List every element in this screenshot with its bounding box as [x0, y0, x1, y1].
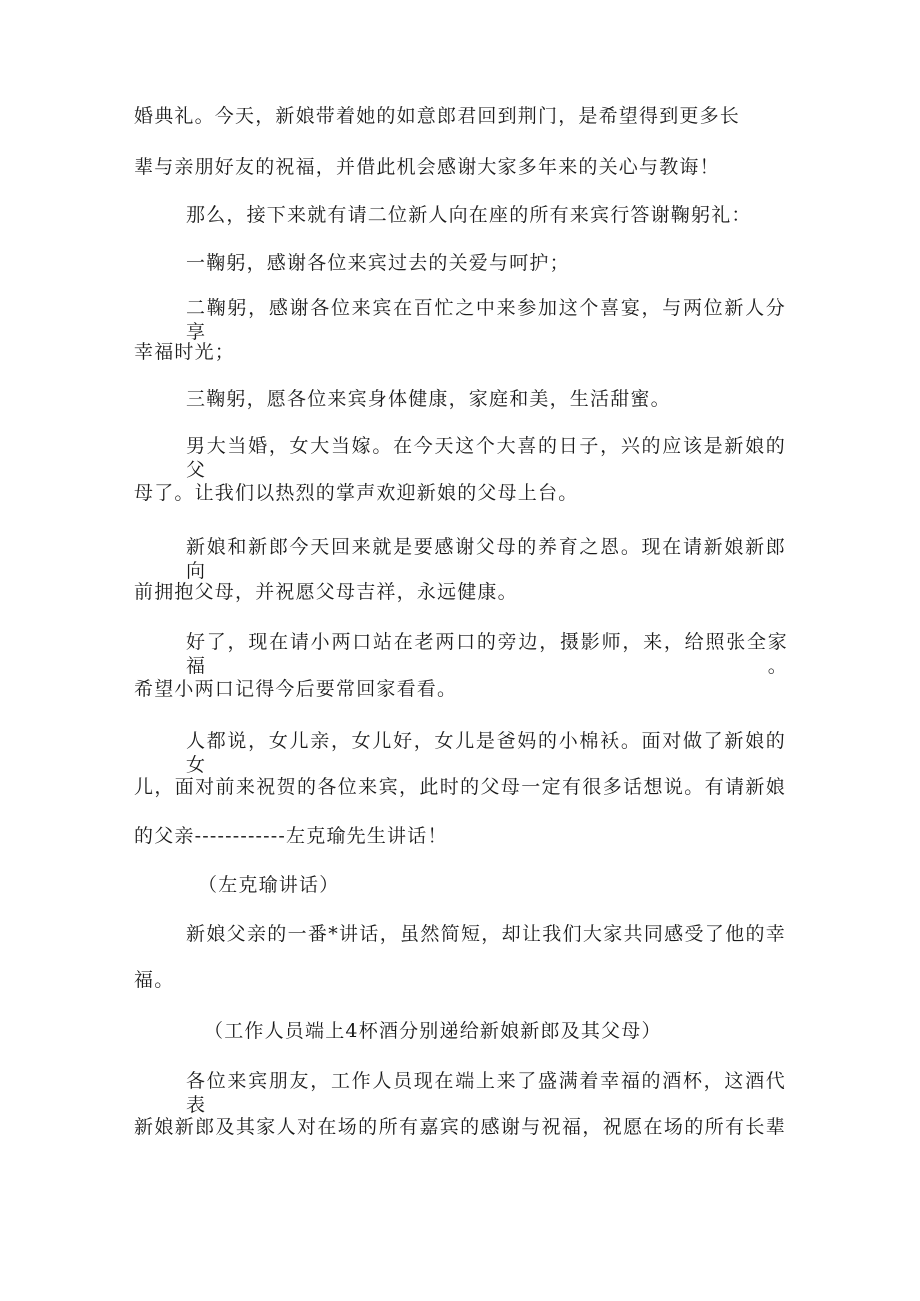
text-line-3: 那么，接下来就有请二位新人向在座的所有来宾行答谢鞠躬礼：	[186, 204, 752, 226]
text-line-5: 二鞠躬，感谢各位来宾在百忙之中来参加这个喜宴，与两位新人分享	[186, 297, 786, 343]
text-line-14: 人都说，女儿亲，女儿好，女儿是爸妈的小棉袄。面对做了新娘的女	[186, 730, 786, 776]
text-line-4: 一鞠躬，感谢各位来宾过去的关爱与呵护；	[186, 252, 570, 274]
text-line-7: 三鞠躬，愿各位来宾身体健康，家庭和美，生活甜蜜。	[186, 388, 671, 410]
text-line-21: 各位来宾朋友，工作人员现在端上来了盛满着幸福的酒杯，这酒代表	[186, 1070, 786, 1116]
text-line-12: 好了，现在请小两口站在老两口的旁边，摄影师，来，给照张全家福。	[186, 631, 788, 677]
text-line-13: 希望小两口记得今后要常回家看看。	[134, 678, 458, 700]
text-line-8: 男大当婚，女大当嫁。在今天这个大喜的日子，兴的应该是新娘的父	[186, 435, 786, 481]
text-line-1: 婚典礼。今天，新娘带着她的如意郎君回到荆门，是希望得到更多长	[134, 105, 741, 127]
text-line-9: 母了。让我们以热烈的掌声欢迎新娘的父母上台。	[134, 482, 579, 504]
text-line-2: 辈与亲朋好友的祝福，并借此机会感谢大家多年来的关心与教诲！	[134, 156, 720, 178]
text-line-6: 幸福时光；	[134, 341, 236, 363]
text-line-19: 福。	[134, 969, 175, 991]
text-line-22: 新娘新郎及其家人对在场的所有嘉宾的感谢与祝福，祝愿在场的所有长辈	[134, 1116, 786, 1138]
text-line-11: 前拥抱父母，并祝愿父母吉祥，永远健康。	[134, 581, 518, 603]
text-line-17: （左克瑜讲话）	[198, 874, 340, 896]
text-line-18: 新娘父亲的一番*讲话，虽然简短，却让我们大家共同感受了他的幸	[186, 923, 786, 945]
text-line-15: 儿，面对前来祝贺的各位来宾，此时的父母一定有很多话想说。有请新娘	[134, 776, 786, 798]
text-line-10: 新娘和新郎今天回来就是要感谢父母的养育之恩。现在请新娘新郎向	[186, 536, 786, 582]
text-line-20: （工作人员端上4杯酒分别递给新娘新郎及其父母）	[204, 1020, 662, 1042]
text-line-16: 的父亲------------左克瑜先生讲话！	[134, 825, 448, 847]
